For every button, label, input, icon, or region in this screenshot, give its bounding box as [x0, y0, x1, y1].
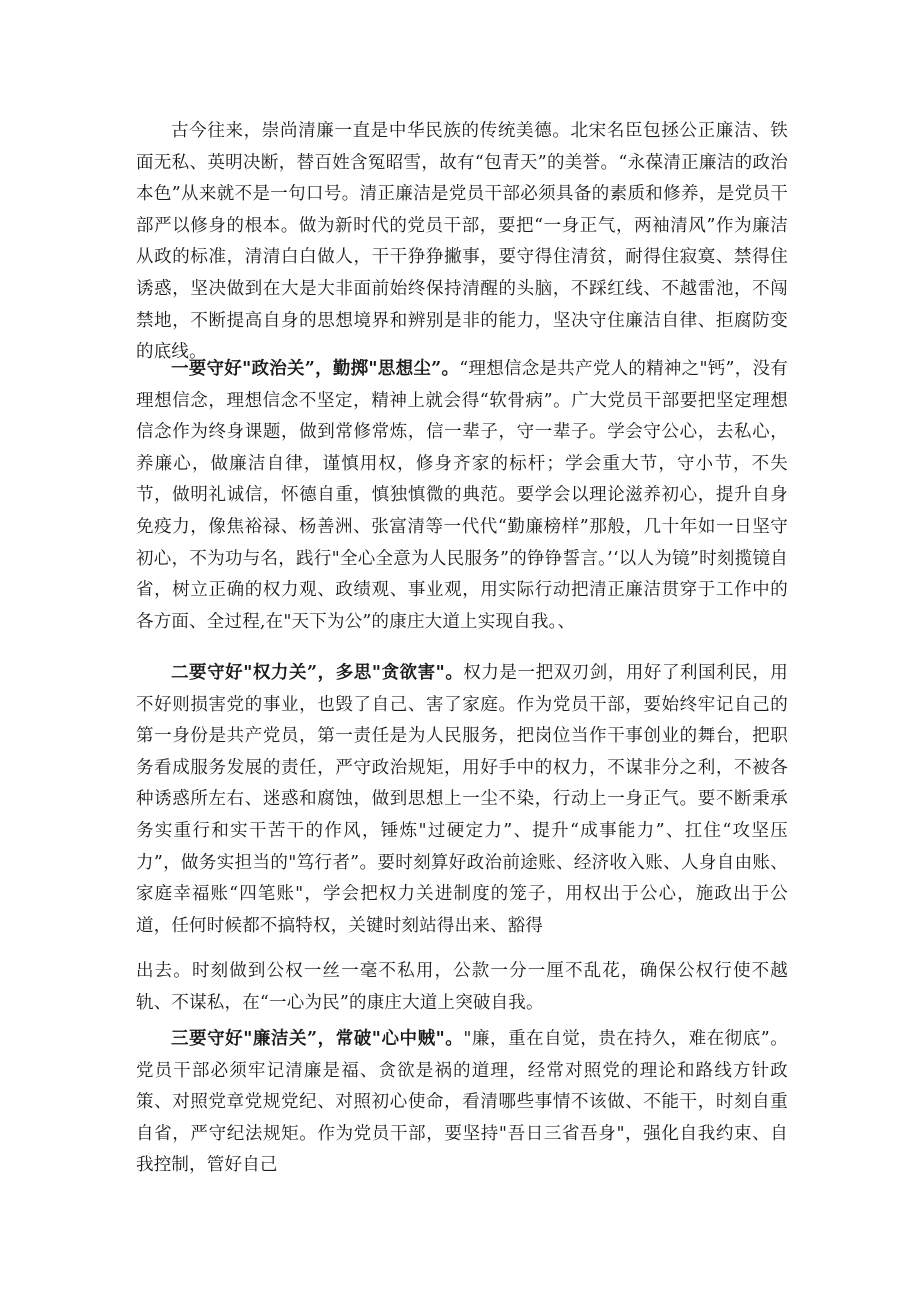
- paragraph-heading: 三要守好"廉洁关”，常破"心中贼"。: [171, 1029, 464, 1049]
- paragraph-power-gate: [136, 658, 788, 942]
- paragraph-heading: 二要守好"权力关”，多思"贪欲害"。: [171, 663, 464, 683]
- paragraph-heading: 一要守好"政治关”，勤掷"思想尘”。: [171, 359, 460, 379]
- paragraph-political-gate: [136, 354, 788, 638]
- paragraph-intro: [136, 116, 788, 369]
- paragraph-text: 古今往来，崇尚清廉一直是中华民族的传统美德。北宋名臣包拯公正廉洁、铁面无私、英明决断，替百姓含冤昭雪，故有“包青天”的美誉。“永葆清正廉洁的政治本色”从来就不是一句口号。清正廉洁是党员干部必须具备的素质和修养，是党员干部严以修身的根本。做为新时代的党员干部，要把“一身正气，两袖清风”作为廉洁从政的标准，清清白白做人，干干狰狰撇事，要守得住清贫，耐得住寂寞、禁得住诱惑，坚决做到在大是大非面前始终保持清醒的头脑，不踩红线、不越雷池，不闯禁地，不断提高自身的思想境界和辨别是非的能力，坚决守住廉洁自律、拒腐防变的底线。: [136, 121, 788, 363]
- paragraph-text: "廉，重在自觉，贵在持久，难在彻底”。党员干部必须牢记清廉是福、贪欲是祸的道理，经常对照党的理论和路线方针政策、对照党章党规党纪、对照初心使命，看清哪些事情不该做、不能干，时刻自重自省，严守纪法规矩。作为党员干部，要坚持"吾日三省吾身"，强化自我约束、自我控制，管好自己: [136, 1029, 788, 1176]
- paragraph-text: 出去。时刻做到公权一丝一毫不私用，公款一分一厘不乱花，确保公权行使不越轨、不谋私，在“一心为民”的康庄大道上突破自我。: [136, 961, 788, 1013]
- paragraph-integrity-gate: [136, 1024, 788, 1182]
- paragraph-continuation: [136, 956, 788, 1019]
- paragraph-text: “理想信念是共产党人的精神之"钙”，没有理想信念，理想信念不坚定，精神上就会得“软骨病”。广大党员干部要把坚定理想信念作为终身课题，做到常修常炼，信一辈子，守一辈子。学会守公心，去私心，养廉心，做廉洁自律，谨慎用权，修身齐家的标杆；学会重大节，守小节，不失节，做明礼诚信，怀德自重，慎独慎微的典范。要学会以理论滋养初心，提升自身免疫力，像焦裕禄、杨善洲、张富清等一代代“勤廉榜样”那般，几十年如一日坚守初心，不为功与名，践行"全心全意为人民服务”的铮铮誓言。’‘以人为镜”时刻揽镜自省，树立正确的权力观、政绩观、事业观，用实际行动把清正廉洁贯穿于工作中的各方面、全过程,在"天下为公”的康庄大道上实现自我。、: [136, 359, 788, 632]
- paragraph-text: 权力是一把双刃剑，用好了利国利民，用不好则损害党的事业，也毁了自己、害了家庭。作为党员干部，要始终牢记自己的第一身份是共产党员，第一责任是为人民服务，把岗位当作干事创业的舞台，把职务看成服务发展的责任，严守政治规矩，用好手中的权力，不谋非分之利，不被各种诱惑所左右、迷惑和腐蚀，做到思想上一尘不染，行动上一身正气。要不断秉承务实重行和实干苦干的作风，锤炼"过硬定力”、提升“成事能力”、扛住“攻坚压力”，做务实担当的"笃行者”。要时刻算好政治前途账、经济收入账、人身自由账、家庭幸福账“四笔账"，学会把权力关进制度的笼子，用权出于公心，施政出于公道，任何时候都不搞特权，关键时刻站得出来、豁得: [136, 663, 788, 936]
